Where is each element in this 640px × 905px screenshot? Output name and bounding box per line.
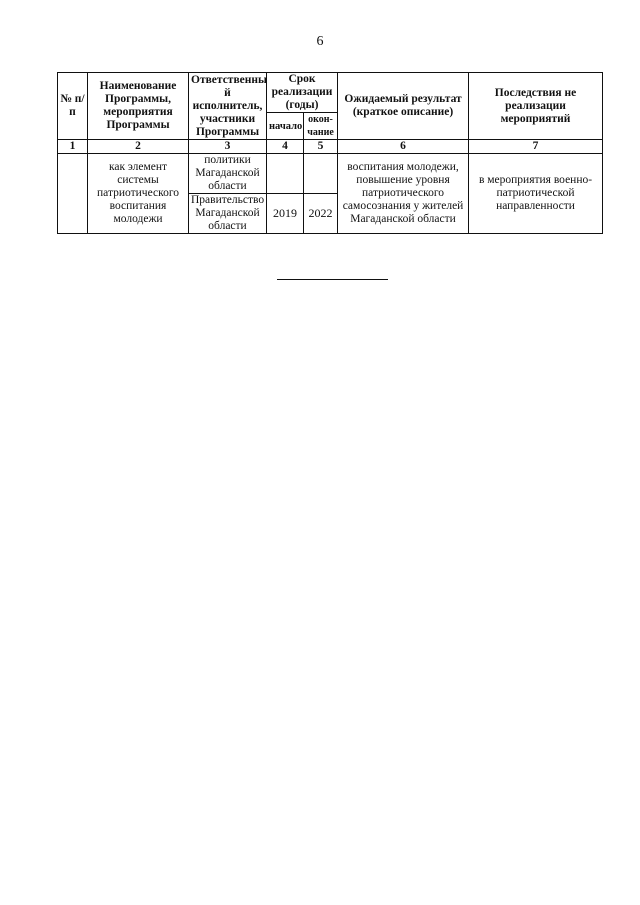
col-index: 6 xyxy=(338,140,469,154)
col-index: 3 xyxy=(189,140,267,154)
column-index-row xyxy=(58,140,603,154)
row-start-year: 2019 xyxy=(267,194,304,234)
header-end: окон-чание xyxy=(304,113,338,140)
header-period: Срок реализации (годы) xyxy=(267,73,338,113)
header-expected-result: Ожидаемый результат (краткое описание) xyxy=(338,73,469,140)
program-table xyxy=(57,72,603,234)
row-program-name: как элемент системы патриотического воспитания молодежи xyxy=(88,154,189,234)
separator-line xyxy=(277,279,388,280)
header-consequences: Последствия не реализации мероприятий xyxy=(469,73,603,140)
col-index: 5 xyxy=(304,140,338,154)
row-expected-result: воспитания молодежи, повышение уровня патриотического самосознания у жителей Магаданской области xyxy=(338,154,469,234)
row-end-empty xyxy=(304,154,338,194)
header-responsible: Ответственны й исполнитель, участники Программы xyxy=(189,73,267,140)
row-responsible-part2: Правительство Магаданской области xyxy=(189,194,267,234)
header-number: № п/п xyxy=(58,73,88,140)
row-start-empty xyxy=(267,154,304,194)
row-responsible-part1: политики Магаданской области xyxy=(189,154,267,194)
page-number: 6 xyxy=(316,34,324,49)
header-start: начало xyxy=(267,113,304,140)
row-end-year: 2022 xyxy=(304,194,338,234)
col-index: 4 xyxy=(267,140,304,154)
row-consequences: в мероприятия военно-патриотической направленности xyxy=(469,154,603,234)
header-name: Наименование Программы, мероприятия Программы xyxy=(88,73,189,140)
col-index: 2 xyxy=(88,140,189,154)
table-row xyxy=(58,154,603,194)
col-index: 1 xyxy=(58,140,88,154)
col-index: 7 xyxy=(469,140,603,154)
row-number xyxy=(58,154,88,234)
